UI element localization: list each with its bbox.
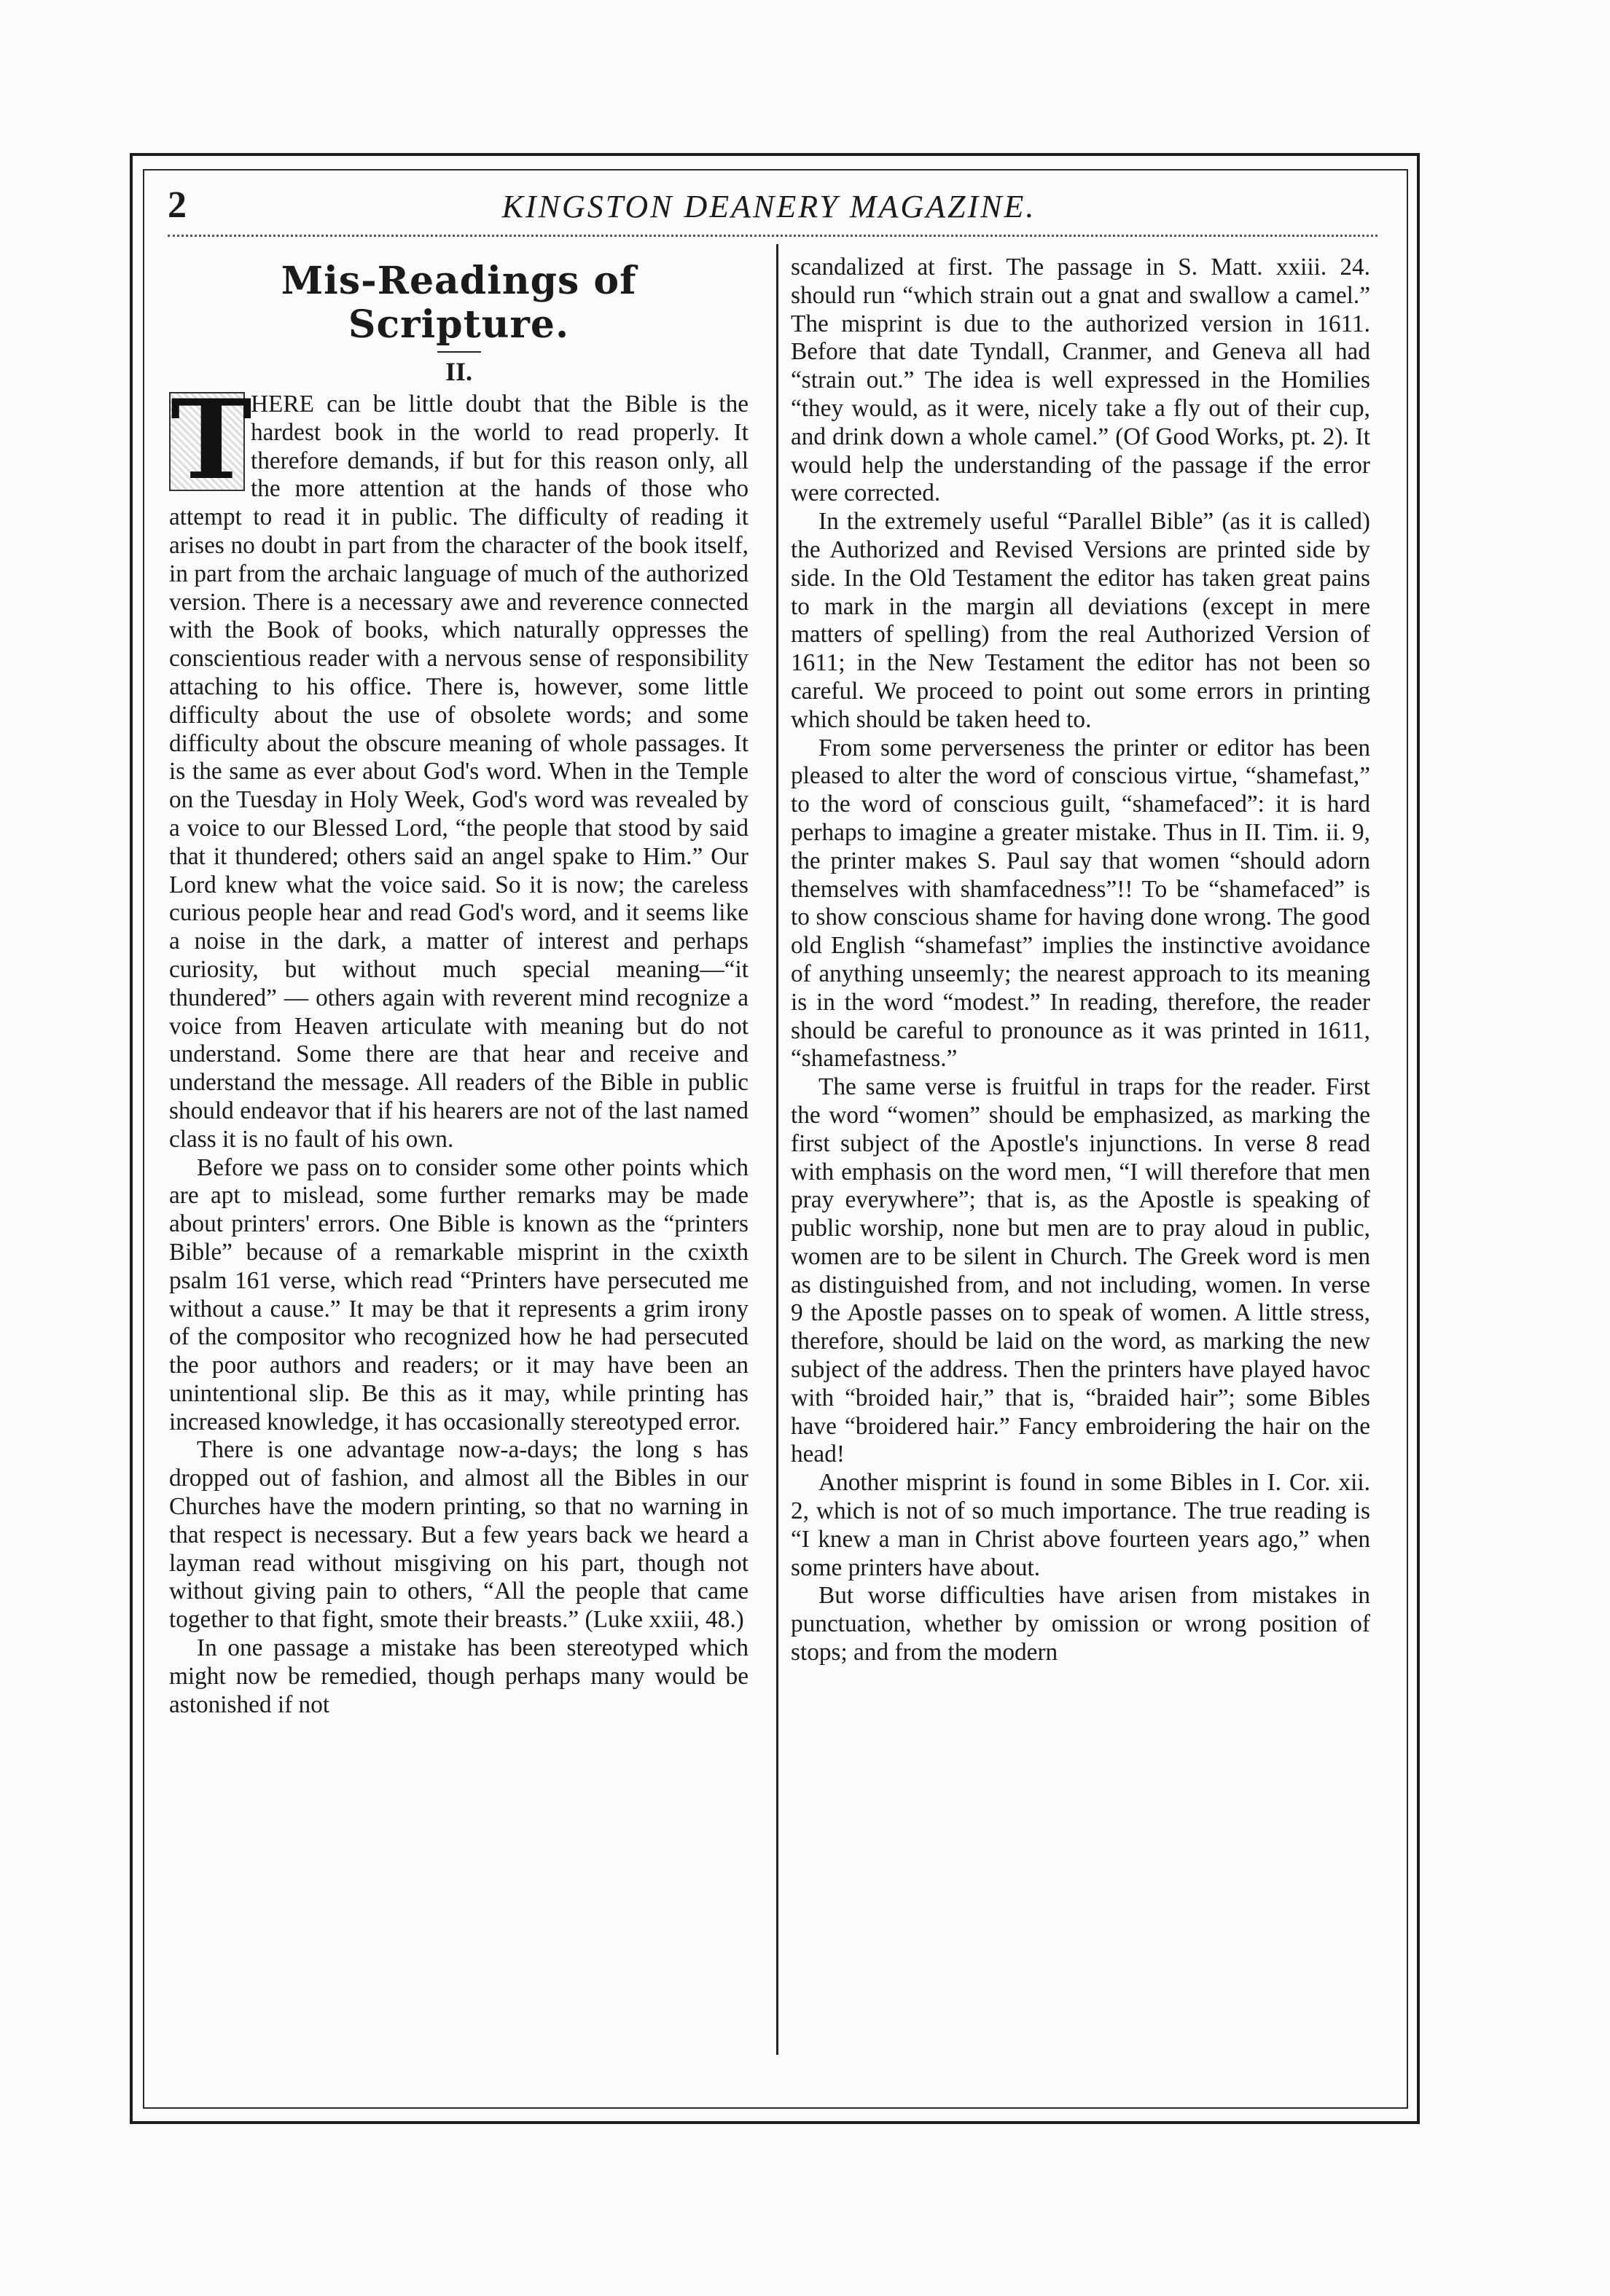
- paragraph-text: HERE can be little doubt that the Bible is the hardest book in the world to read properly. It therefore demands, if but for this reason only, all the more attention at the hands of those who attempt to read it in public. The difficulty of reading it arises no doubt in part from the character of the book itself, in part from the archaic language of much of the authorized version. There is a necessary awe and reverence connected with the Book of books, which naturally oppresses the conscientious reader with a nervous sense of responsibility attaching to his office. There is, however, some little difficulty about the use of obsolete words; and some difficulty about the obscure meaning of whole passages. It is the same as ever about God's word. When in the Temple on the Tuesday in Holy Week, God's word was revealed by a voice to our Blessed Lord, “the people that stood by said that it thundered; others said an angel spake to Him.” Our Lord knew what the voice said. So it is now; the careless curious people hear and read God's word, and it seems like a noise in the dark, a matter of interest and perhaps curiosity, but without much special meaning—“it thundered” — others again with reverent mind recognize a voice from Heaven articulate with meaning but do not understand. Some there are that hear and receive and understand the message. All readers of the Bible in public should endeavor that if his hearers are not of the last named class it is no fault of his own.: [169, 391, 749, 1153]
- header-rule: [168, 235, 1378, 237]
- paragraph: scandalized at first. The passage in S. Matt. xxiii. 24. should run “which strain out a gnat and swallow a camel.” The misprint is due to the authorized version in 1611. Before that date Tyndall, Cranmer, and Geneva all had “strain out.” The idea is well expressed in the Homilies “they would, as it were, nicely take a fly out of their cup, and drink down a whole camel.” (Of Good Works, pt. 2). It would help the understanding of the passage if the error were corrected.: [791, 254, 1370, 507]
- paragraph: Before we pass on to consider some other points which are apt to mislead, some further remarks may be made about printers' errors. One Bible is known as the “printers Bible” because of a remarkable misprint in the cxixth psalm 161 verse, which read “Printers have persecuted me without a cause.” It may be that it represents a grim irony of the compositor who recognized how he had persecuted the poor authors and readers; or it may have been an unintentional slip. Be this as it may, while printing has increased knowledge, it has occasionally stereotyped error.: [169, 1153, 749, 1435]
- paragraph: But worse difficulties have arisen from mistakes in punctuation, whether by omission or wrong position of stops; and from the modern: [791, 1582, 1370, 1666]
- column-divider: [776, 244, 778, 2055]
- paragraph: There is one advantage now-a-days; the long s has dropped out of fashion, and almost all the Bibles in our Churches have the modern printing, so that no warning in that respect is necessary. But a few years back we heard a layman read without misgiving on his part, though not without giving pain to others, “All the people that came together to that fight, smote their breasts.” (Luke xxiii, 48.): [169, 1436, 749, 1634]
- paragraph: In the extremely useful “Parallel Bible” (as it is called) the Authorized and Revised Versions are printed side by side. In the Old Testament the editor has taken great pains to mark in the margin all deviations (except in mere matters of spelling) from the real Authorized Version of 1611; in the New Testament the editor has not been so careful. We proceed to point out some errors in printing which should be taken heed to.: [791, 508, 1370, 733]
- drop-cap: T: [171, 376, 252, 504]
- running-title: KINGSTON DEANERY MAGAZINE.: [501, 189, 1036, 224]
- paragraph: In one passage a mistake has been stereotyped which might now be remedied, though perhaps many would be astonished if not: [169, 1634, 749, 1718]
- paragraph: Another misprint is found in some Bibles in I. Cor. xii. 2, which is not of so much importance. The true reading is “I knew a man in Christ above fourteen years ago,” when some printers have about.: [791, 1469, 1370, 1581]
- page-number: 2: [168, 184, 187, 226]
- paragraph: [169, 376, 749, 1154]
- right-column: [791, 254, 1370, 2053]
- page-header: [168, 184, 1370, 227]
- article-title: Mis-Readings of Scripture.: [281, 259, 637, 347]
- paragraph: The same verse is fruitful in traps for the reader. First the word “women” should be emphasized, as marking the first subject of the Apostle's injunctions. In verse 8 read with emphasis on the word men, “I will therefore that men pray everywhere”; that is, as the Apostle is speaking of public worship, none but men are to pray aloud in public, women are to be silent in Church. The Greek word is men as distinguished from, and not including, women. In verse 9 the Apostle passes on to speak of women. A little stress, therefore, should be laid on the word, as marking the new subject of the address. Then the printers have played havoc with “broided hair,” that is, “braided hair”; some Bibles have “broidered hair.” Fancy embroidering the hair on the head!: [791, 1073, 1370, 1468]
- paragraph: From some perverseness the printer or editor has been pleased to alter the word of conscious virtue, “shamefast,” to the word of conscious guilt, “shamefaced”: it is hard perhaps to imagine a greater mistake. Thus in II. Tim. ii. 9, the printer makes S. Paul say that women “should adorn themselves with shamfacedness”!! To be “shamefaced” is to show conscious shame for having done wrong. The good old English “shamefast” implies the instinctive avoidance of anything unseemly; the nearest approach to its meaning is in the word “modest.” In reading, therefore, the reader should be careful to pronounce as it was printed in 1611, “shamefastness.”: [791, 734, 1370, 1073]
- title-rule: [437, 351, 481, 353]
- left-column: [169, 254, 749, 2053]
- part-number: II.: [445, 357, 473, 386]
